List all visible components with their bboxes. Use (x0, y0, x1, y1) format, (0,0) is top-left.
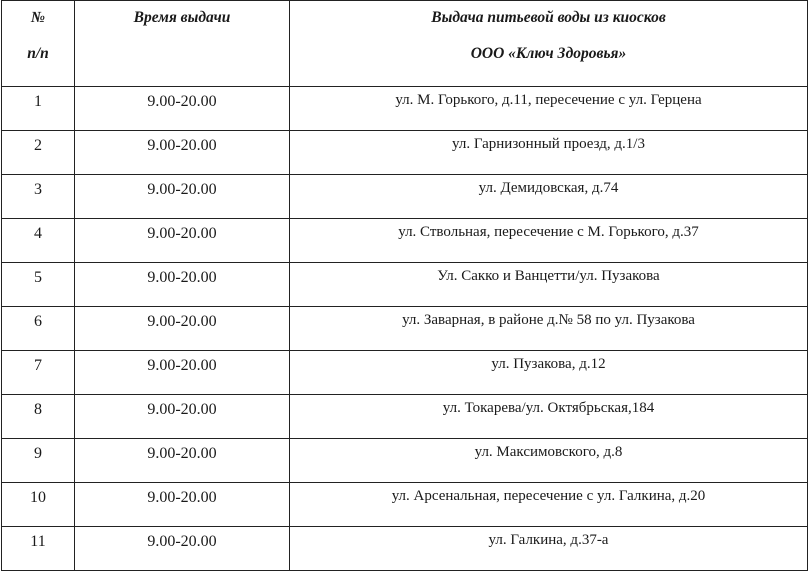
row-number-cell (2, 87, 75, 131)
row-number-cell (2, 263, 75, 307)
row-time: 9.00-20.00 (147, 445, 217, 462)
table-row (2, 175, 808, 219)
table-row (2, 527, 808, 571)
row-address: ул. Арсенальная, пересечение с ул. Галкина, д.20 (391, 488, 706, 504)
row-address: ул. Гарнизонный проезд, д.1/3 (452, 136, 645, 152)
row-number-cell (2, 351, 75, 395)
row-time: 9.00-20.00 (147, 357, 217, 374)
row-time: 9.00-20.00 (147, 137, 217, 154)
row-time: 9.00-20.00 (147, 225, 217, 242)
table-row (2, 351, 808, 395)
row-address: ул. Галкина, д.37-а (488, 532, 609, 548)
table-header-row (2, 1, 808, 87)
row-address-cell (290, 131, 808, 175)
table-row (2, 307, 808, 351)
header-time (75, 1, 290, 87)
row-number-cell (2, 483, 75, 527)
header-address-company: ООО «Ключ Здоровья» (470, 45, 627, 62)
row-time-cell (75, 483, 290, 527)
table-row (2, 87, 808, 131)
row-number: 10 (30, 489, 46, 506)
row-address-cell (290, 439, 808, 483)
row-number: 3 (34, 181, 42, 198)
table-row (2, 263, 808, 307)
header-address-title: Выдача питьевой воды из киосков (431, 9, 666, 26)
row-time: 9.00-20.00 (147, 401, 217, 418)
row-time-cell (75, 175, 290, 219)
header-number-symbol: № (30, 9, 46, 26)
row-number-cell (2, 395, 75, 439)
table-body (2, 87, 808, 571)
row-time: 9.00-20.00 (147, 269, 217, 286)
row-address: ул. Токарева/ул. Октябрьская,184 (442, 400, 655, 416)
row-time-cell (75, 219, 290, 263)
row-address-cell (290, 395, 808, 439)
row-address-cell (290, 263, 808, 307)
water-kiosk-schedule-table (1, 0, 808, 571)
row-number: 7 (34, 357, 42, 374)
table-row (2, 439, 808, 483)
table-row (2, 219, 808, 263)
row-number: 6 (34, 313, 42, 330)
row-time-cell (75, 131, 290, 175)
row-time-cell (75, 87, 290, 131)
header-number-label: п/п (27, 45, 49, 62)
row-number-cell (2, 439, 75, 483)
row-address-cell (290, 175, 808, 219)
table-row (2, 483, 808, 527)
row-address: Ул. Сакко и Ванцетти/ул. Пузакова (437, 268, 660, 284)
row-address: ул. М. Горького, д.11, пересечение с ул. Герцена (395, 92, 702, 108)
row-number-cell (2, 175, 75, 219)
row-address: ул. Ствольная, пересечение с М. Горького, д.37 (398, 224, 699, 240)
row-number-cell (2, 131, 75, 175)
table-row (2, 131, 808, 175)
row-number-cell (2, 527, 75, 571)
row-time: 9.00-20.00 (147, 181, 217, 198)
row-number: 2 (34, 137, 42, 154)
row-number: 1 (34, 93, 42, 110)
row-number-cell (2, 219, 75, 263)
table-row (2, 395, 808, 439)
row-number: 5 (34, 269, 42, 286)
header-address (290, 1, 808, 87)
header-number (2, 1, 75, 87)
row-number-cell (2, 307, 75, 351)
row-time: 9.00-20.00 (147, 313, 217, 330)
row-address-cell (290, 87, 808, 131)
row-address: ул. Демидовская, д.74 (478, 180, 619, 196)
row-time: 9.00-20.00 (147, 533, 217, 550)
row-time-cell (75, 263, 290, 307)
row-time-cell (75, 527, 290, 571)
row-time-cell (75, 351, 290, 395)
row-address-cell (290, 351, 808, 395)
row-address: ул. Заварная, в районе д.№ 58 по ул. Пузакова (402, 312, 695, 328)
row-address-cell (290, 483, 808, 527)
row-address-cell (290, 527, 808, 571)
row-address: ул. Пузакова, д.12 (491, 356, 606, 372)
row-time-cell (75, 307, 290, 351)
header-time-label: Время выдачи (133, 9, 231, 26)
row-number: 11 (30, 533, 46, 550)
row-number: 4 (34, 225, 42, 242)
row-address-cell (290, 307, 808, 351)
row-number: 8 (34, 401, 42, 418)
row-time: 9.00-20.00 (147, 93, 217, 110)
row-time-cell (75, 395, 290, 439)
row-time-cell (75, 439, 290, 483)
row-address: ул. Максимовского, д.8 (474, 444, 623, 460)
row-address-cell (290, 219, 808, 263)
row-time: 9.00-20.00 (147, 489, 217, 506)
row-number: 9 (34, 445, 42, 462)
